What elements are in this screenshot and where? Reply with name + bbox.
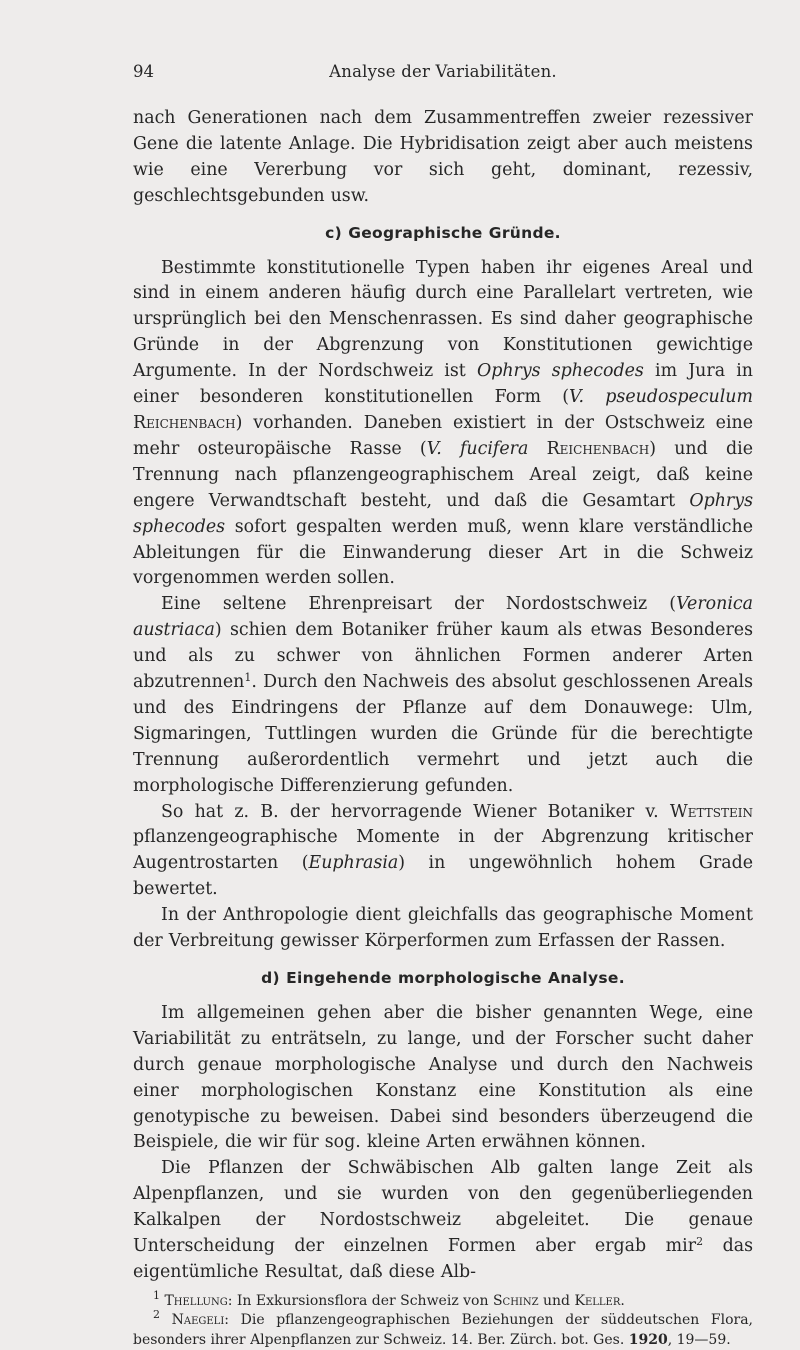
- species-name: Euphrasia: [308, 853, 399, 874]
- paragraph-anthropology: In der Anthropologie dient gleichfalls das geographische Moment der Verbreitung gewisser Körperformen zum Erfassen der Rassen.: [133, 905, 753, 952]
- author-name: Thellung: [164, 1292, 228, 1309]
- author-name: Reichenbach: [133, 412, 236, 433]
- section-heading-c: c) Geographische Gründe.: [325, 223, 561, 242]
- footnote-ref-1[interactable]: 1: [244, 671, 252, 685]
- species-name: Ophrys sphecodes: [133, 490, 753, 537]
- paragraph-analysis: Im allgemeinen gehen aber die bisher genannten Wege, eine Variabilität zu enträtseln, zu lange, und der Forscher sucht daher durch genaue morphologische Analyse und durch den Nachweis einer morphologischen Konstanz eine Konstitution als eine genotypische zu beweisen. Dabei sind besonders überzeugend die Beispiele, die wir für sog. kleine Arten erwähnen können.: [133, 1002, 753, 1153]
- page-number: 94: [133, 62, 154, 81]
- running-head: Analyse der Variabilitäten.: [329, 62, 557, 81]
- species-name: V. pseudospeculum: [569, 387, 753, 408]
- footnote-ref-2[interactable]: 2: [696, 1235, 704, 1249]
- section-heading-d: d) Eingehende morphologische Analyse.: [261, 969, 625, 987]
- author-name: Naegeli: [171, 1312, 225, 1329]
- footnote-1: $^1$ Thellung: In Exkursionsflora der Schweiz von Schinz und Keller.: [153, 1288, 625, 1309]
- species-name: V. fucifera: [426, 438, 529, 459]
- page-header: [133, 62, 753, 88]
- paragraph-veronica: Eine seltene Ehrenpreisart der Nordostschweiz (Veronica austriaca) schien dem Botaniker früher kaum als etwas Besonderes und als zu schwer von ähnlichen Formen anderer Arten abzutrennen$^1$. Durch den Nachweis des absolut geschlossenen Areals und des Eindringens der Pflanze auf dem Donauwege: Ulm, Sigmaringen, Tuttlingen wurden die Gründe für die berechtigte Trennung außerordentlich vermehrt und jetzt auch die morphologische Differenzierung gefunden.: [133, 594, 753, 796]
- body-text: [133, 106, 753, 1286]
- footnote-2: $^2$ Naegeli: Die pflanzengeographischen Beziehungen der süddeutschen Flora, besonders ihrer Alpenpflanzen zur Schweiz. 14. Ber. Zürch. bot. Ges. 1920, 19—59.: [133, 1308, 753, 1348]
- author-name: Keller: [574, 1292, 621, 1309]
- author-name: Wettstein: [669, 801, 753, 822]
- species-name: Ophrys sphecodes: [476, 361, 644, 382]
- paragraph-ophrys: Bestimmte konstitutionelle Typen haben ihr eigenes Areal und sind in einem anderen häufig durch eine Parallelart vertreten, wie ursprünglich bei den Menschenrassen. Es sind daher geographische Gründe in der Abgrenzung von Konstitutionen gewichtige Argumente. In der Nordschweiz ist Ophrys sphecodes im Jura in einer besonderen konstitutionellen Form (V. pseudospeculum Reichenbach) vorhanden. Daneben existiert in der Ostschweiz eine mehr osteuropäische Rasse (V. fucifera Reichenbach) und die Trennung nach pflanzengeographischem Areal zeigt, daß keine engere Verwandtschaft besteht, und daß die Gesamtart Ophrys sphecodes sofort gespalten werden muß, wenn klare verständliche Ableitungen für die Einwanderung dieser Art in die Schweiz vorgenommen werden sollen.: [133, 257, 753, 589]
- author-name: Reichenbach: [528, 438, 650, 459]
- species-name: Veronica austriaca: [133, 594, 753, 641]
- paragraph-continuation: nach Generationen nach dem Zusammentreffen zweier rezessiver Gene die latente Anlage. Die Hybridisation zeigt aber auch meistens wie eine Vererbung vor sich geht, dominant, rezessiv, geschlechtsgebunden usw.: [133, 108, 753, 206]
- book-page: [133, 62, 753, 1350]
- volume-year: 1920: [628, 1331, 668, 1348]
- author-name: Schinz: [492, 1292, 539, 1309]
- footnotes: [133, 1288, 753, 1350]
- paragraph-wettstein: So hat z. B. der hervorragende Wiener Botaniker v. Wettstein pflanzengeographische Momente in der Abgrenzung kritischer Augentrostarten (Euphrasia) in ungewöhnlich hohem Grade bewertet.: [133, 801, 753, 900]
- paragraph-alb: Die Pflanzen der Schwäbischen Alb galten lange Zeit als Alpenpflanzen, und sie wurden von den gegenüberliegenden Kalkalpen der Nordostschweiz abgeleitet. Die genaue Unterscheidung der einzelnen Formen aber ergab mir$^2$ das eigentümliche Resultat, daß diese Alb-: [133, 1158, 754, 1282]
